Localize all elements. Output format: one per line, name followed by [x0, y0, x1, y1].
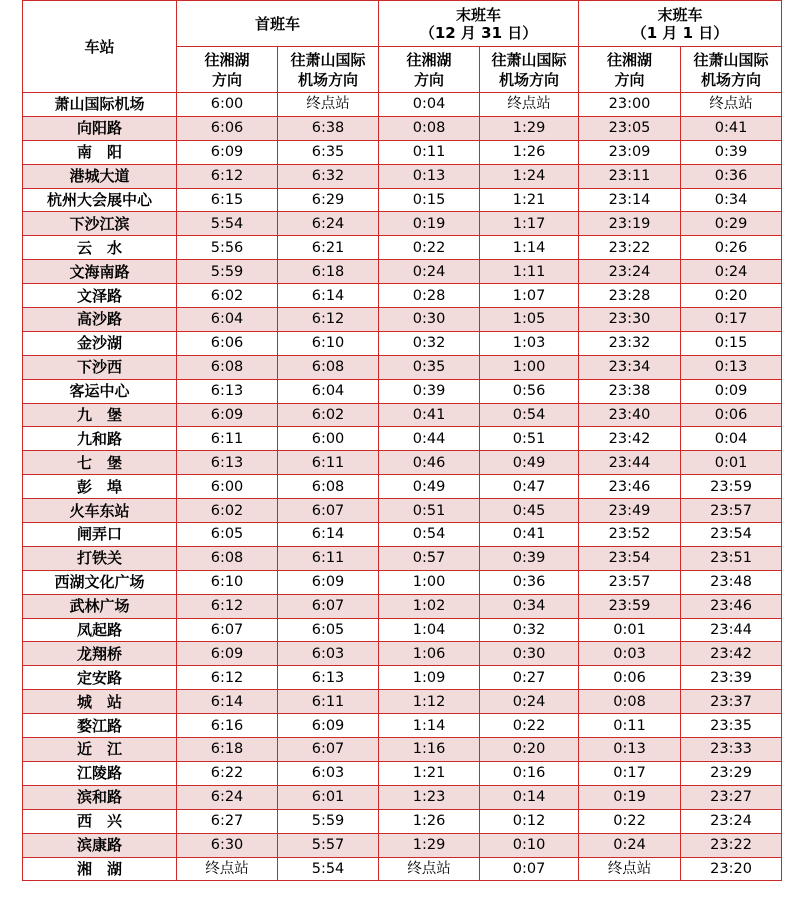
direction-airport-header	[480, 47, 579, 93]
last-train-jan1-to-airport-cell: 0:17	[681, 308, 782, 332]
last-train-dec31-to-xianghu-cell: 0:08	[379, 116, 480, 140]
last-train-jan1-to-xianghu-cell: 23:00	[579, 93, 681, 117]
first-train-to-airport-cell: 6:13	[278, 666, 379, 690]
last-train-jan1-to-airport-cell: 0:20	[681, 284, 782, 308]
station-name-cell: 江陵路	[23, 761, 177, 785]
table-row	[23, 642, 782, 666]
first-train-to-airport-cell: 6:01	[278, 785, 379, 809]
table-row	[23, 93, 782, 117]
first-train-to-xianghu-cell: 6:05	[177, 523, 278, 547]
last-train-jan1-to-xianghu-cell: 23:30	[579, 308, 681, 332]
last-train-dec31-to-xianghu-cell: 1:02	[379, 594, 480, 618]
last-train-jan1-to-xianghu-cell: 23:49	[579, 499, 681, 523]
last-train-jan1-to-xianghu-cell: 23:54	[579, 546, 681, 570]
table-row	[23, 403, 782, 427]
last-train-jan1-to-xianghu-cell: 23:34	[579, 355, 681, 379]
station-name-cell: 彭 埠	[23, 475, 177, 499]
first-train-to-xianghu-cell: 6:30	[177, 833, 278, 857]
last-train-jan1-to-xianghu-cell: 0:06	[579, 666, 681, 690]
last-train-dec31-to-xianghu-cell: 1:04	[379, 618, 480, 642]
first-train-to-airport-cell: 6:07	[278, 499, 379, 523]
first-train-to-xianghu-cell: 6:08	[177, 355, 278, 379]
last-train-dec31-to-airport-cell: 0:27	[480, 666, 579, 690]
last-train-dec31-to-airport-cell: 1:17	[480, 212, 579, 236]
last-train-dec31-to-airport-cell: 0:51	[480, 427, 579, 451]
last-train-jan1-to-xianghu-cell: 23:11	[579, 164, 681, 188]
station-name-cell: 近 江	[23, 738, 177, 762]
direction-label: 机场方向	[701, 70, 762, 89]
last-train-jan1-to-airport-cell: 23:35	[681, 714, 782, 738]
table-row	[23, 427, 782, 451]
last-train-jan1-to-airport-cell: 23:51	[681, 546, 782, 570]
last-train-jan1-date: （1 月 1 日）	[631, 23, 729, 42]
last-train-dec31-to-airport-cell: 终点站	[480, 93, 579, 117]
table-row	[23, 785, 782, 809]
first-train-to-xianghu-cell: 6:09	[177, 140, 278, 164]
station-name-cell: 杭州大会展中心	[23, 188, 177, 212]
last-train-dec31-to-xianghu-cell: 0:49	[379, 475, 480, 499]
last-train-jan1-to-xianghu-cell: 23:24	[579, 260, 681, 284]
direction-label: 往湘湖	[607, 50, 653, 69]
last-train-dec31-to-airport-cell: 0:14	[480, 785, 579, 809]
station-name-cell: 闸弄口	[23, 523, 177, 547]
table-row	[23, 618, 782, 642]
station-name-cell: 文泽路	[23, 284, 177, 308]
direction-label: 往萧山国际	[693, 50, 769, 69]
station-name-cell: 武林广场	[23, 594, 177, 618]
last-train-jan1-to-airport-cell: 23:37	[681, 690, 782, 714]
last-train-jan1-to-airport-cell: 23:29	[681, 761, 782, 785]
last-train-dec31-to-xianghu-cell: 1:16	[379, 738, 480, 762]
last-train-dec31-to-xianghu-cell: 0:57	[379, 546, 480, 570]
last-train-jan1-to-xianghu-cell: 23:52	[579, 523, 681, 547]
first-train-to-xianghu-cell: 6:10	[177, 570, 278, 594]
last-train-jan1-to-airport-cell: 23:54	[681, 523, 782, 547]
last-train-dec31-to-xianghu-cell: 1:26	[379, 809, 480, 833]
last-train-dec31-to-airport-cell: 0:20	[480, 738, 579, 762]
first-train-to-airport-cell: 6:04	[278, 379, 379, 403]
last-train-jan1-to-airport-cell: 23:57	[681, 499, 782, 523]
table-row	[23, 857, 782, 881]
first-train-to-xianghu-cell: 6:07	[177, 618, 278, 642]
last-train-jan1-to-airport-cell: 0:39	[681, 140, 782, 164]
last-train-dec31-to-airport-cell: 1:14	[480, 236, 579, 260]
last-train-jan1-to-airport-cell: 0:24	[681, 260, 782, 284]
first-train-to-airport-cell: 6:03	[278, 642, 379, 666]
first-train-to-airport-cell: 6:07	[278, 738, 379, 762]
last-train-jan1-to-xianghu-cell: 0:24	[579, 833, 681, 857]
table-row	[23, 331, 782, 355]
last-train-dec31-to-xianghu-cell: 0:28	[379, 284, 480, 308]
table-row	[23, 499, 782, 523]
last-train-dec31-title: 末班车	[456, 5, 502, 24]
first-train-to-xianghu-cell: 6:09	[177, 403, 278, 427]
first-train-to-xianghu-cell: 5:54	[177, 212, 278, 236]
last-train-jan1-to-xianghu-cell: 23:05	[579, 116, 681, 140]
table-row	[23, 666, 782, 690]
first-train-to-airport-cell: 6:32	[278, 164, 379, 188]
first-train-to-xianghu-cell: 6:11	[177, 427, 278, 451]
last-train-dec31-to-xianghu-cell: 0:39	[379, 379, 480, 403]
direction-airport-header	[681, 47, 782, 93]
last-train-jan1-to-xianghu-cell: 0:22	[579, 809, 681, 833]
last-train-jan1-to-airport-cell: 终点站	[681, 93, 782, 117]
first-train-to-xianghu-cell: 6:13	[177, 379, 278, 403]
station-name-cell: 西 兴	[23, 809, 177, 833]
first-train-to-xianghu-cell: 6:06	[177, 331, 278, 355]
table-row	[23, 546, 782, 570]
first-train-to-airport-cell: 5:57	[278, 833, 379, 857]
last-train-dec31-to-xianghu-cell: 1:09	[379, 666, 480, 690]
last-train-dec31-to-airport-cell: 1:24	[480, 164, 579, 188]
first-train-to-airport-cell: 6:08	[278, 355, 379, 379]
last-train-dec31-to-airport-cell: 0:12	[480, 809, 579, 833]
last-train-jan1-to-xianghu-cell: 23:42	[579, 427, 681, 451]
last-train-jan1-to-airport-cell: 0:04	[681, 427, 782, 451]
first-train-to-xianghu-cell: 6:18	[177, 738, 278, 762]
station-name-cell: 下沙江滨	[23, 212, 177, 236]
last-train-jan1-to-xianghu-cell: 23:57	[579, 570, 681, 594]
last-train-dec31-to-airport-cell: 0:30	[480, 642, 579, 666]
first-train-to-xianghu-cell: 6:04	[177, 308, 278, 332]
table-row	[23, 570, 782, 594]
last-train-jan1-to-xianghu-cell: 23:46	[579, 475, 681, 499]
table-row	[23, 833, 782, 857]
last-train-dec31-to-airport-cell: 1:03	[480, 331, 579, 355]
first-train-to-airport-cell: 5:59	[278, 809, 379, 833]
last-train-dec31-to-xianghu-cell: 1:00	[379, 570, 480, 594]
first-train-to-airport-cell: 6:29	[278, 188, 379, 212]
last-train-dec31-to-airport-cell: 1:00	[480, 355, 579, 379]
station-name-cell: 凤起路	[23, 618, 177, 642]
last-train-dec31-to-airport-cell: 0:32	[480, 618, 579, 642]
station-name-cell: 港城大道	[23, 164, 177, 188]
last-train-jan1-to-airport-cell: 23:48	[681, 570, 782, 594]
first-train-to-xianghu-cell: 6:00	[177, 475, 278, 499]
station-name-cell: 龙翔桥	[23, 642, 177, 666]
first-train-to-airport-cell: 6:07	[278, 594, 379, 618]
table-row	[23, 140, 782, 164]
last-train-jan1-to-xianghu-cell: 23:09	[579, 140, 681, 164]
last-train-dec31-to-airport-cell: 0:36	[480, 570, 579, 594]
last-train-jan1-to-xianghu-cell: 23:28	[579, 284, 681, 308]
first-train-to-airport-cell: 6:08	[278, 475, 379, 499]
last-train-jan1-to-xianghu-cell: 23:38	[579, 379, 681, 403]
last-train-dec31-to-xianghu-cell: 1:29	[379, 833, 480, 857]
first-train-to-xianghu-cell: 5:59	[177, 260, 278, 284]
station-column-header: 车站	[23, 1, 177, 93]
table-row	[23, 690, 782, 714]
last-train-dec31-to-airport-cell: 0:24	[480, 690, 579, 714]
last-train-jan1-to-airport-cell: 0:36	[681, 164, 782, 188]
table-row	[23, 284, 782, 308]
timetable	[22, 0, 782, 881]
station-name-cell: 西湖文化广场	[23, 570, 177, 594]
last-train-jan1-to-xianghu-cell: 0:03	[579, 642, 681, 666]
last-train-dec31-to-xianghu-cell: 0:15	[379, 188, 480, 212]
last-train-jan1-header	[579, 1, 782, 47]
direction-airport-header	[278, 47, 379, 93]
last-train-jan1-to-airport-cell: 23:44	[681, 618, 782, 642]
first-train-to-xianghu-cell: 6:00	[177, 93, 278, 117]
direction-label: 机场方向	[499, 70, 560, 89]
last-train-jan1-to-xianghu-cell: 23:22	[579, 236, 681, 260]
last-train-dec31-to-airport-cell: 1:11	[480, 260, 579, 284]
table-row	[23, 212, 782, 236]
last-train-jan1-to-airport-cell: 0:15	[681, 331, 782, 355]
last-train-dec31-to-xianghu-cell: 0:35	[379, 355, 480, 379]
station-name-cell: 定安路	[23, 666, 177, 690]
last-train-dec31-to-airport-cell: 1:21	[480, 188, 579, 212]
station-name-cell: 九和路	[23, 427, 177, 451]
table-row	[23, 809, 782, 833]
last-train-dec31-to-xianghu-cell: 0:19	[379, 212, 480, 236]
last-train-dec31-to-xianghu-cell: 0:24	[379, 260, 480, 284]
last-train-dec31-to-airport-cell: 0:45	[480, 499, 579, 523]
table-row	[23, 738, 782, 762]
table-row	[23, 236, 782, 260]
table-row	[23, 451, 782, 475]
last-train-jan1-to-airport-cell: 23:39	[681, 666, 782, 690]
last-train-jan1-to-xianghu-cell: 23:59	[579, 594, 681, 618]
direction-xianghu-header	[379, 47, 480, 93]
first-train-to-airport-cell: 6:38	[278, 116, 379, 140]
table-row	[23, 164, 782, 188]
table-row	[23, 308, 782, 332]
first-train-to-xianghu-cell: 6:12	[177, 164, 278, 188]
last-train-jan1-to-airport-cell: 23:33	[681, 738, 782, 762]
station-name-cell: 南 阳	[23, 140, 177, 164]
first-train-to-airport-cell: 6:09	[278, 714, 379, 738]
station-name-cell: 打铁关	[23, 546, 177, 570]
last-train-jan1-to-xianghu-cell: 23:32	[579, 331, 681, 355]
table-row	[23, 714, 782, 738]
first-train-to-airport-cell: 6:05	[278, 618, 379, 642]
first-train-to-airport-cell: 6:11	[278, 451, 379, 475]
timetable-body	[23, 93, 782, 881]
first-train-to-xianghu-cell: 6:02	[177, 499, 278, 523]
table-row	[23, 523, 782, 547]
station-name-cell: 火车东站	[23, 499, 177, 523]
first-train-to-airport-cell: 6:11	[278, 690, 379, 714]
first-train-to-airport-cell: 6:18	[278, 260, 379, 284]
station-name-cell: 九 堡	[23, 403, 177, 427]
direction-label: 方向	[614, 70, 645, 89]
last-train-dec31-to-xianghu-cell: 0:22	[379, 236, 480, 260]
station-name-cell: 客运中心	[23, 379, 177, 403]
direction-label: 往萧山国际	[290, 50, 366, 69]
station-name-cell: 金沙湖	[23, 331, 177, 355]
last-train-dec31-to-xianghu-cell: 1:23	[379, 785, 480, 809]
first-train-to-airport-cell: 6:14	[278, 523, 379, 547]
last-train-dec31-to-xianghu-cell: 0:13	[379, 164, 480, 188]
table-row	[23, 260, 782, 284]
last-train-jan1-to-xianghu-cell: 23:40	[579, 403, 681, 427]
last-train-dec31-to-xianghu-cell: 0:54	[379, 523, 480, 547]
last-train-dec31-header	[379, 1, 579, 47]
last-train-dec31-to-xianghu-cell: 0:04	[379, 93, 480, 117]
first-train-to-xianghu-cell: 6:14	[177, 690, 278, 714]
last-train-jan1-to-xianghu-cell: 0:19	[579, 785, 681, 809]
first-train-to-airport-cell: 终点站	[278, 93, 379, 117]
last-train-dec31-to-airport-cell: 1:07	[480, 284, 579, 308]
last-train-jan1-to-xianghu-cell: 0:17	[579, 761, 681, 785]
last-train-jan1-to-xianghu-cell: 0:13	[579, 738, 681, 762]
last-train-jan1-to-xianghu-cell: 23:14	[579, 188, 681, 212]
last-train-dec31-to-airport-cell: 0:34	[480, 594, 579, 618]
last-train-dec31-to-airport-cell: 0:47	[480, 475, 579, 499]
last-train-dec31-to-airport-cell: 1:29	[480, 116, 579, 140]
last-train-jan1-to-airport-cell: 0:34	[681, 188, 782, 212]
last-train-dec31-to-xianghu-cell: 0:30	[379, 308, 480, 332]
first-train-to-xianghu-cell: 5:56	[177, 236, 278, 260]
station-name-cell: 城 站	[23, 690, 177, 714]
table-row	[23, 379, 782, 403]
last-train-dec31-to-xianghu-cell: 1:06	[379, 642, 480, 666]
last-train-dec31-to-xianghu-cell: 1:14	[379, 714, 480, 738]
direction-label: 往湘湖	[406, 50, 452, 69]
first-train-to-xianghu-cell: 6:27	[177, 809, 278, 833]
first-train-to-airport-cell: 6:03	[278, 761, 379, 785]
last-train-jan1-to-airport-cell: 0:01	[681, 451, 782, 475]
last-train-dec31-to-xianghu-cell: 0:11	[379, 140, 480, 164]
first-train-to-airport-cell: 6:00	[278, 427, 379, 451]
last-train-dec31-to-xianghu-cell: 0:44	[379, 427, 480, 451]
last-train-dec31-date: （12 月 31 日）	[419, 23, 538, 42]
last-train-jan1-to-airport-cell: 23:24	[681, 809, 782, 833]
first-train-to-airport-cell: 6:11	[278, 546, 379, 570]
station-name-cell: 七 堡	[23, 451, 177, 475]
first-train-to-airport-cell: 6:09	[278, 570, 379, 594]
first-train-to-airport-cell: 6:02	[278, 403, 379, 427]
last-train-dec31-to-xianghu-cell: 0:41	[379, 403, 480, 427]
station-name-cell: 滨康路	[23, 833, 177, 857]
first-train-to-airport-cell: 6:14	[278, 284, 379, 308]
last-train-jan1-to-xianghu-cell: 终点站	[579, 857, 681, 881]
first-train-to-xianghu-cell: 6:16	[177, 714, 278, 738]
station-name-cell: 向阳路	[23, 116, 177, 140]
last-train-jan1-to-airport-cell: 0:41	[681, 116, 782, 140]
last-train-dec31-to-airport-cell: 1:26	[480, 140, 579, 164]
last-train-jan1-to-xianghu-cell: 0:08	[579, 690, 681, 714]
first-train-to-xianghu-cell: 6:02	[177, 284, 278, 308]
direction-xianghu-header	[579, 47, 681, 93]
station-name-cell: 文海南路	[23, 260, 177, 284]
station-name-cell: 萧山国际机场	[23, 93, 177, 117]
first-train-to-airport-cell: 6:24	[278, 212, 379, 236]
first-train-to-xianghu-cell: 6:13	[177, 451, 278, 475]
first-train-to-xianghu-cell: 6:12	[177, 594, 278, 618]
direction-label: 方向	[211, 70, 242, 89]
table-row	[23, 116, 782, 140]
table-row	[23, 475, 782, 499]
table-row	[23, 594, 782, 618]
station-name-cell: 滨和路	[23, 785, 177, 809]
last-train-dec31-to-airport-cell: 0:16	[480, 761, 579, 785]
first-train-to-airport-cell: 5:54	[278, 857, 379, 881]
station-name-cell: 婺江路	[23, 714, 177, 738]
last-train-jan1-to-airport-cell: 0:06	[681, 403, 782, 427]
last-train-dec31-to-xianghu-cell: 1:21	[379, 761, 480, 785]
last-train-jan1-to-airport-cell: 23:46	[681, 594, 782, 618]
last-train-dec31-to-airport-cell: 0:22	[480, 714, 579, 738]
first-train-to-airport-cell: 6:12	[278, 308, 379, 332]
first-train-to-airport-cell: 6:35	[278, 140, 379, 164]
first-train-to-xianghu-cell: 终点站	[177, 857, 278, 881]
direction-label: 方向	[414, 70, 445, 89]
station-name-cell: 湘 湖	[23, 857, 177, 881]
first-train-to-airport-cell: 6:21	[278, 236, 379, 260]
station-name-cell: 高沙路	[23, 308, 177, 332]
timetable-header	[23, 1, 782, 93]
last-train-jan1-to-airport-cell: 23:27	[681, 785, 782, 809]
last-train-jan1-to-xianghu-cell: 23:44	[579, 451, 681, 475]
last-train-jan1-to-xianghu-cell: 0:11	[579, 714, 681, 738]
last-train-jan1-to-airport-cell: 0:29	[681, 212, 782, 236]
direction-label: 机场方向	[298, 70, 359, 89]
last-train-dec31-to-xianghu-cell: 0:32	[379, 331, 480, 355]
first-train-to-xianghu-cell: 6:15	[177, 188, 278, 212]
first-train-to-xianghu-cell: 6:12	[177, 666, 278, 690]
station-name-cell: 下沙西	[23, 355, 177, 379]
direction-xianghu-header	[177, 47, 278, 93]
last-train-dec31-to-airport-cell: 0:49	[480, 451, 579, 475]
last-train-jan1-to-xianghu-cell: 23:19	[579, 212, 681, 236]
last-train-dec31-to-xianghu-cell: 1:12	[379, 690, 480, 714]
first-train-to-xianghu-cell: 6:22	[177, 761, 278, 785]
table-row	[23, 188, 782, 212]
last-train-jan1-title: 末班车	[657, 5, 703, 24]
last-train-jan1-to-xianghu-cell: 0:01	[579, 618, 681, 642]
last-train-jan1-to-airport-cell: 23:22	[681, 833, 782, 857]
last-train-jan1-to-airport-cell: 23:59	[681, 475, 782, 499]
last-train-jan1-to-airport-cell: 0:13	[681, 355, 782, 379]
last-train-dec31-to-airport-cell: 0:41	[480, 523, 579, 547]
direction-label: 往湘湖	[204, 50, 250, 69]
first-train-to-xianghu-cell: 6:06	[177, 116, 278, 140]
station-name-cell: 云 水	[23, 236, 177, 260]
first-train-to-airport-cell: 6:10	[278, 331, 379, 355]
last-train-dec31-to-airport-cell: 0:10	[480, 833, 579, 857]
last-train-jan1-to-airport-cell: 0:26	[681, 236, 782, 260]
first-train-to-xianghu-cell: 6:08	[177, 546, 278, 570]
last-train-jan1-to-airport-cell: 23:20	[681, 857, 782, 881]
last-train-dec31-to-airport-cell: 0:39	[480, 546, 579, 570]
last-train-dec31-to-airport-cell: 1:05	[480, 308, 579, 332]
table-row	[23, 761, 782, 785]
first-train-to-xianghu-cell: 6:09	[177, 642, 278, 666]
last-train-dec31-to-airport-cell: 0:54	[480, 403, 579, 427]
last-train-dec31-to-xianghu-cell: 0:51	[379, 499, 480, 523]
last-train-jan1-to-airport-cell: 0:09	[681, 379, 782, 403]
table-row	[23, 355, 782, 379]
direction-label: 往萧山国际	[491, 50, 567, 69]
last-train-dec31-to-airport-cell: 0:56	[480, 379, 579, 403]
first-train-to-xianghu-cell: 6:24	[177, 785, 278, 809]
last-train-dec31-to-xianghu-cell: 0:46	[379, 451, 480, 475]
last-train-dec31-to-airport-cell: 0:07	[480, 857, 579, 881]
first-train-header: 首班车	[177, 1, 379, 47]
last-train-dec31-to-xianghu-cell: 终点站	[379, 857, 480, 881]
last-train-jan1-to-airport-cell: 23:42	[681, 642, 782, 666]
